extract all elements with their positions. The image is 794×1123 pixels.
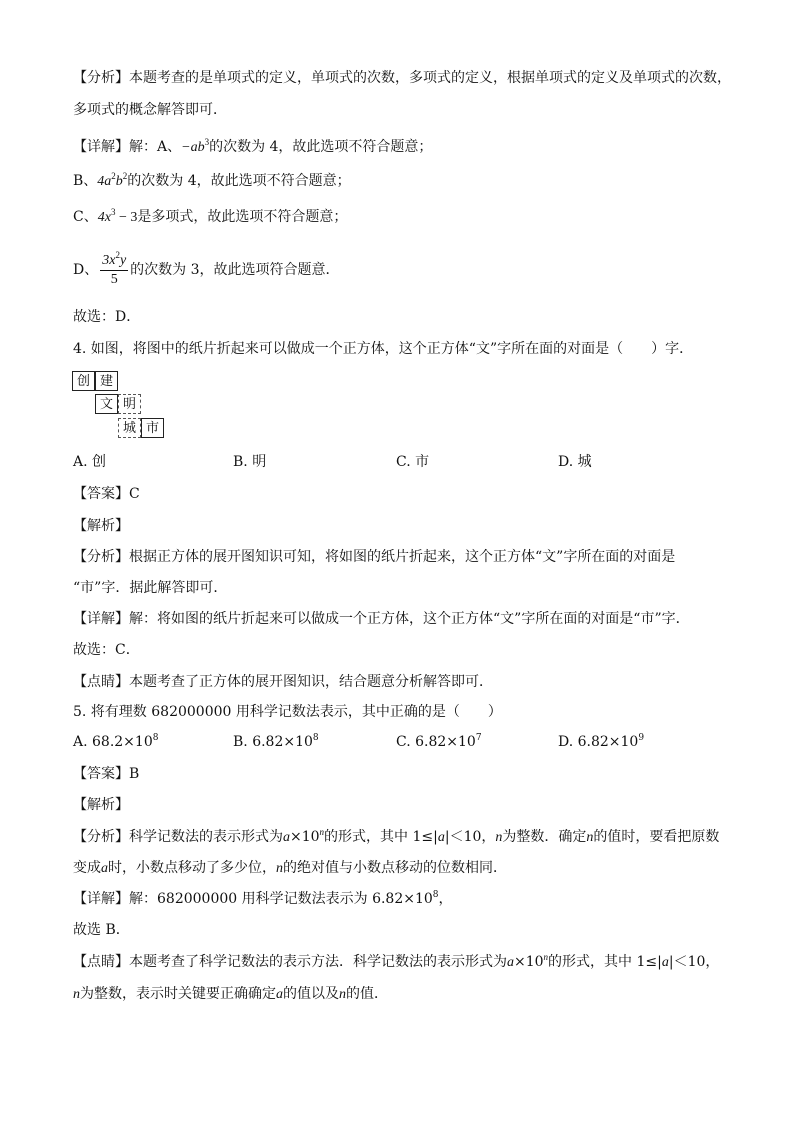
q3-detail-c: C、$4x^3 - 3$是多项式，故此选项不符合题意； xyxy=(73,207,348,225)
detail-tag: 【详解】 xyxy=(73,611,129,627)
q5-comment-line2: n为整数，表示时关键要正确确定a的值以及n的值． xyxy=(73,986,388,1002)
q5-jiexi-tag: 【解析】 xyxy=(73,797,129,813)
net-cell-ming: 明 xyxy=(118,394,141,414)
analysis-tag: 【分析】 xyxy=(73,829,129,845)
net-cell-jian: 建 xyxy=(95,371,118,391)
q4-option-b: B. 明 xyxy=(233,454,267,470)
q5-comment-line1: 【点睛】本题考查了科学记数法的表示方法．科学记数法的表示形式为$a\times 10^n$的形式，其中 1≤|a|＜10， xyxy=(73,952,720,970)
comment-tag: 【点睛】 xyxy=(73,954,129,970)
net-cell-wen: 文 xyxy=(95,394,118,414)
q5-option-b: B. $6.82\times 10^8$ xyxy=(233,733,319,750)
q5-analysis-line2: 变成a时，小数点移动了多少位，n的绝对值与小数点移动的位数相同． xyxy=(73,860,507,876)
q5-analysis-line1: 【分析】科学记数法的表示形式为$a\times 10^n$的形式，其中 1≤|a|＜10，n为整数．确定n的值时，要看把原数 xyxy=(73,827,720,845)
q4-jiexi-tag: 【解析】 xyxy=(73,518,129,534)
answer-tag: 【答案】 xyxy=(73,766,129,782)
q3-detail-d: D、 $\frac{3x^2y}{5}$ 的次数为 3，故此选项符合题意． xyxy=(73,249,340,287)
comment-tag: 【点睛】 xyxy=(73,674,129,690)
q3-detail-a: 【详解】解：A、$-ab^3$的次数为 4，故此选项不符合题意； xyxy=(73,137,433,155)
q4-analysis-line1: 【分析】根据正方体的展开图知识可知，将如图的纸片折起来，这个正方体“文”字所在面的对面是 xyxy=(73,549,676,565)
q4-option-a: A. 创 xyxy=(73,454,107,470)
net-cell-chuang: 创 xyxy=(72,371,95,391)
analysis-tag: 【分析】 xyxy=(73,70,129,86)
q4-stem: 4. 如图，将图中的纸片折起来可以做成一个正方体，这个正方体“文”字所在面的对面是（ ）字． xyxy=(73,341,694,357)
q4-comment: 【点睛】本题考查了正方体的展开图知识，结合题意分析解答即可． xyxy=(73,674,493,690)
q5-stem: 5. 将有理数 682000000 用科学记数法表示，其中正确的是（ ） xyxy=(73,704,502,720)
detail-tag: 【详解】 xyxy=(73,139,129,155)
q4-detail: 【详解】解：将如图的纸片折起来可以做成一个正方体，这个正方体“文”字所在面的对面是“市”字． xyxy=(73,611,690,627)
q3-detail-b: B、$4a^2b^2$的次数为 4，故此选项不符合题意； xyxy=(73,171,351,189)
q4-answer: 【答案】C xyxy=(73,486,140,502)
expr-b: $4a^2b^2$ xyxy=(97,171,128,189)
q5-detail: 【详解】解：682000000 用科学记数法表示为 $6.82\times 10^8$， xyxy=(73,890,453,907)
q5-answer: 【答案】B xyxy=(73,766,140,782)
q5-option-c: C. $6.82\times 10^7$ xyxy=(396,733,482,750)
expr-a: $-ab^3$ xyxy=(181,137,210,155)
expr-d-fraction: $\frac{3x^2y}{5}$ xyxy=(102,249,127,287)
q4-option-c: C. 市 xyxy=(396,454,430,470)
expr-c: $4x^3 - 3$ xyxy=(97,207,138,225)
q4-option-d: D. 城 xyxy=(558,454,592,470)
q3-analysis-line2: 多项式的概念解答即可． xyxy=(73,102,227,118)
q4-analysis-line2: “市”字．据此解答即可． xyxy=(73,580,228,596)
analysis-tag: 【分析】 xyxy=(73,549,129,565)
net-cell-cheng: 城 xyxy=(118,418,141,438)
q5-option-d: D. $6.82\times 10^9$ xyxy=(558,733,645,750)
detail-tag: 【详解】 xyxy=(73,891,129,907)
q3-analysis-line1: 【分析】本题考查的是单项式的定义，单项式的次数，多项式的定义，根据单项式的定义及单项式的次数， xyxy=(73,70,731,86)
q3-choose: 故选：D． xyxy=(73,309,141,325)
q5-option-a: A. $68.2\times 10^8$ xyxy=(73,733,159,750)
cube-net-figure xyxy=(72,371,172,441)
q4-choose: 故选：C． xyxy=(73,642,140,658)
answer-tag: 【答案】 xyxy=(73,486,129,502)
q5-choose: 故选 B． xyxy=(73,922,130,938)
net-cell-shi: 市 xyxy=(141,418,164,438)
